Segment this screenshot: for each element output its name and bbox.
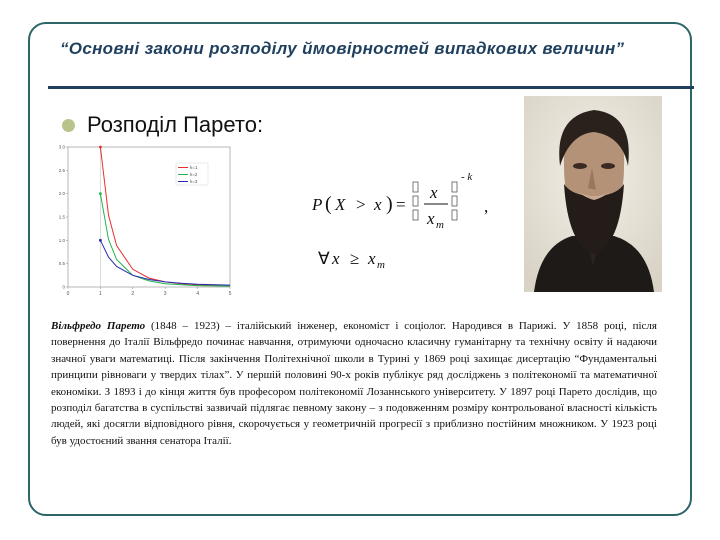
formula-bracket-left-low (413, 210, 418, 220)
y-tick-label: 1.0 (58, 237, 65, 243)
legend-label: k=3 (190, 179, 198, 184)
bio-name: Вільфредо Парето (51, 320, 146, 332)
y-tick-label: 3.0 (58, 144, 65, 150)
x-tick-label: 4 (196, 291, 199, 297)
formula-bracket-right-low (452, 210, 457, 220)
formula-cond-x: x (332, 249, 340, 268)
pareto-portrait-image (524, 96, 662, 292)
x-tick-label: 3 (163, 291, 167, 297)
pareto-formula (306, 160, 506, 280)
formula-lparen: ( (325, 193, 332, 215)
bio-text: (1848 – 1923) – італійський інженер, економіст і соціолог. Народився в Парижі. У 1858 році, після повернення до Італії Вільфредо починає навчання, отримуючи одночасно класичну гуманітарну та технічну освіту й надаючи значної уваги математиці. Після закінчення Політехнічної школи в Турині у 1869 році захищає дисертацію “Фундаментальні принципи рівноваги у твердих тілах”. У першій половині 90-х років публікує ряд досліджень з політекономії та математичної економіки. З 1893 і до кінця життя був професором політекономії Лозаннського університету. У 1897 році Парето дослідив, що розподіл багатства в суспільстві зазвичай підлягає певному закону – з подовженням розміру контрольованої власності кількість людей, які досягли відповідного рівня, скорочується у геометричній прогресії з приблизно постійним множником. У 1923 році був удостоєний звання сенатора Італії. (51, 320, 657, 447)
formula-forall: ∀ (318, 249, 330, 268)
x-tick-label: 1 (99, 291, 102, 297)
formula-bracket-right-mid (452, 196, 457, 206)
formula-ge: ≥ (350, 249, 360, 268)
slide-title: “Основні закони розподілу ймовірностей випадкових величин” (60, 39, 625, 58)
pareto-biography (51, 318, 657, 449)
title-underline (48, 86, 694, 89)
formula-p: P (312, 195, 323, 214)
formula-exponent: - k (461, 171, 473, 183)
bullet-dot-icon (62, 119, 75, 132)
formula-frac-den: x (427, 209, 435, 228)
series-start-point (99, 239, 102, 242)
legend-label: k=2 (190, 172, 198, 177)
formula-frac-den-sub: m (436, 219, 444, 231)
x-tick-label: 0 (66, 291, 70, 297)
x-tick-label: 5 (228, 291, 232, 297)
formula-bracket-right (452, 182, 457, 192)
y-tick-label: 0 (62, 284, 65, 290)
y-tick-label: 2.0 (58, 191, 65, 197)
pareto-chart (58, 143, 236, 298)
bullet-item (62, 112, 263, 138)
series-start-point (99, 146, 102, 149)
formula-X: X (335, 195, 346, 214)
formula-frac-num: x (430, 183, 438, 202)
legend-label: k=1 (190, 165, 198, 170)
formula-bracket-left-mid (413, 196, 418, 206)
series-start-point (99, 192, 102, 195)
formula-rparen: ) (386, 193, 393, 215)
formula-cond-xm-sub: m (377, 259, 385, 271)
formula-eq: = (396, 195, 406, 214)
formula-cond-xm: x (368, 249, 376, 268)
formula-gt: > (356, 195, 366, 214)
formula-comma: , (484, 197, 489, 216)
y-tick-label: 0.5 (58, 261, 65, 267)
x-tick-label: 2 (131, 291, 135, 297)
formula-x: x (374, 195, 382, 214)
formula-bracket-left (413, 182, 418, 192)
y-tick-label: 2.5 (58, 167, 65, 173)
y-tick-label: 1.5 (58, 214, 65, 220)
bullet-text: Розподіл Парето: (87, 112, 264, 137)
